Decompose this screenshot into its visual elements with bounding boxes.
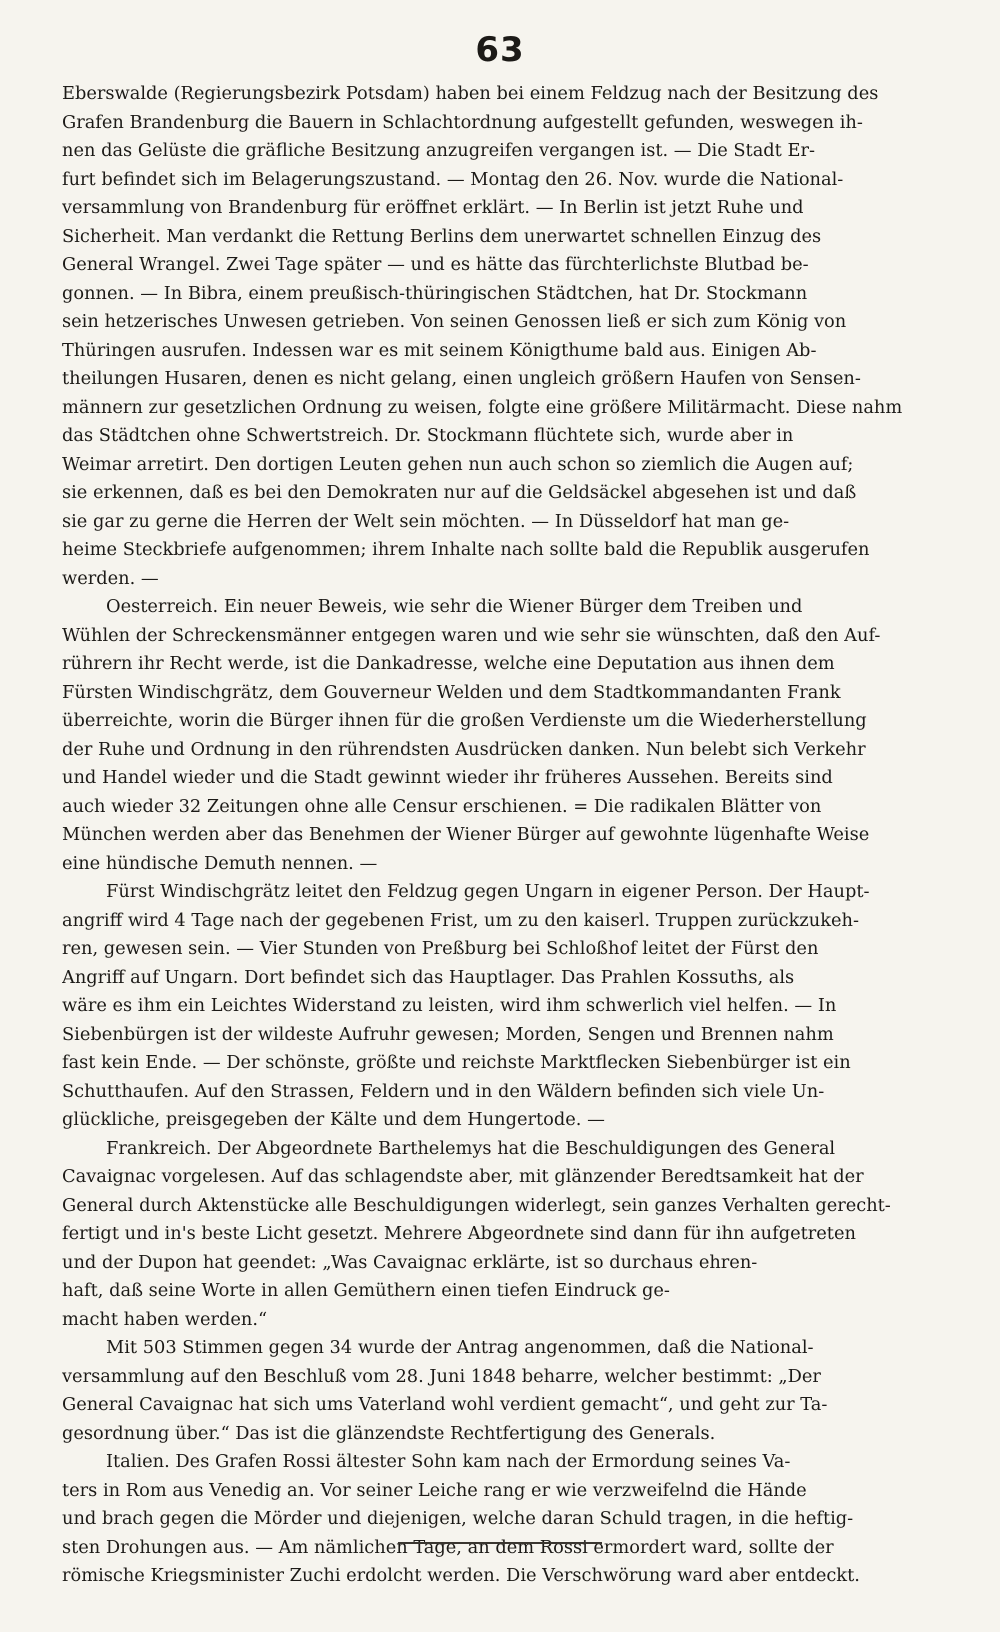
- closing-rule: [398, 1542, 602, 1544]
- text-line: auch wieder 32 Zeitungen ohne alle Censur erschienen. = Die radikalen Blätter von: [62, 795, 822, 817]
- text-line: Weimar arretirt. Den dortigen Leuten gehen nun auch schon so ziemlich die Augen auf;: [62, 453, 854, 475]
- text-line: fast kein Ende. — Der schönste, größte und reichste Marktflecken Siebenbürger ist ein: [62, 1052, 851, 1073]
- text-line: überreichte, worin die Bürger ihnen für die großen Verdienste um die Wiederherstellung: [62, 710, 867, 731]
- text-line: Thüringen ausrufen. Indessen war es mit seinem Königthume bald aus. Einigen Ab-: [62, 339, 817, 361]
- section-start-frankreich: Frankreich. Der Abgeordnete Barthelemys hat die Beschuldigungen des General: [106, 1137, 836, 1159]
- text-line: Siebenbürgen ist der wildeste Aufruhr gewesen; Morden, Sengen und Brennen nahm: [62, 1023, 834, 1045]
- paragraph-start: Mit 503 Stimmen gegen 34 wurde der Antrag angenommen, daß die National-: [106, 1337, 814, 1358]
- text-line: nen das Gelüste die gräfliche Besitzung anzugreifen vergangen ist. — Die Stadt Er-: [62, 140, 815, 161]
- text-line: und brach gegen die Mörder und diejenigen, welche daran Schuld tragen, in die heftig-: [62, 1508, 854, 1529]
- text-line: Cavaignac vorgelesen. Auf das schlagendste aber, mit glänzender Beredtsamkeit hat der: [62, 1166, 864, 1187]
- text-line: sein hetzerisches Unwesen getrieben. Von seinen Genossen ließ er sich zum König von: [62, 311, 847, 332]
- text-line: General Cavaignac hat sich ums Vaterland wohl verdient gemacht“, und geht zur Ta-: [62, 1394, 828, 1415]
- text-line: wäre es ihm ein Leichtes Widerstand zu leisten, wird ihm schwerlich viel helfen. — In: [62, 995, 837, 1016]
- text-line: sie gar zu gerne die Herren der Welt sein möchten. — In Düsseldorf hat man ge-: [62, 510, 790, 532]
- text-line: gonnen. — In Bibra, einem preußisch-thüringischen Städtchen, hat Dr. Stockmann: [62, 282, 808, 304]
- text-line: Angriff auf Ungarn. Dort befindet sich das Hauptlager. Das Prahlen Kossuths, als: [62, 966, 795, 988]
- article-text: [62, 80, 952, 1591]
- text-line: römische Kriegsminister Zuchi erdolcht werden. Die Verschwörung ward aber entdeckt.: [62, 1565, 860, 1586]
- text-line: München werden aber das Benehmen der Wiener Bürger auf gewohnte lügenhafte Weise: [62, 824, 870, 845]
- text-line: haft, daß seine Worte in allen Gemüthern einen tiefen Eindruck ge-: [62, 1280, 670, 1301]
- text-line: General Wrangel. Zwei Tage später — und es hätte das fürchterlichste Blutbad be-: [62, 254, 809, 275]
- text-line: Fürsten Windischgrätz, dem Gouverneur Welden und dem Stadtkommandanten Frank: [62, 681, 841, 703]
- text-line: und Handel wieder und die Stadt gewinnt wieder ihr früheres Aussehen. Bereits sind: [62, 767, 833, 788]
- text-line: angriff wird 4 Tage nach der gegebenen Frist, um zu den kaiserl. Truppen zurückzukeh-: [62, 909, 859, 931]
- text-line: Schutthaufen. Auf den Strassen, Feldern und in den Wäldern befinden sich viele Un-: [62, 1080, 825, 1102]
- text-line: theilungen Husaren, denen es nicht gelang, einen ungleich größern Haufen von Sensen-: [62, 368, 861, 389]
- text-line: Sicherheit. Man verdankt die Rettung Berlins dem unerwartet schnellen Einzug des: [62, 225, 822, 247]
- text-line: glückliche, preisgegeben der Kälte und dem Hungertode. —: [62, 1109, 605, 1130]
- text-line: ters in Rom aus Venedig an. Vor seiner Leiche rang er wie verzweifelnd die Hände: [62, 1479, 807, 1501]
- text-line: heime Steckbriefe aufgenommen; ihrem Inhalte nach sollte bald die Republik ausgerufen: [62, 539, 870, 560]
- text-line: eine hündische Demuth nennen. —: [62, 852, 378, 874]
- text-line: macht haben werden.“: [62, 1308, 268, 1330]
- section-start-italien: Italien. Des Grafen Rossi ältester Sohn kam nach der Ermordung seines Va-: [106, 1451, 791, 1472]
- text-line: sten Drohungen aus. — Am nämlichen Tage, an dem Rossi ermordert ward, sollte der: [62, 1536, 834, 1558]
- text-line: versammlung auf den Beschluß vom 28. Juni 1848 beharre, welcher bestimmt: „Der: [62, 1365, 821, 1387]
- paragraph-start: Fürst Windischgrätz leitet den Feldzug gegen Ungarn in eigener Person. Der Haupt-: [106, 881, 870, 902]
- text-line: gesordnung über.“ Das ist die glänzendste Rechtfertigung des Generals.: [62, 1422, 716, 1444]
- text-line: männern zur gesetzlichen Ordnung zu weisen, folgte eine größere Militärmacht. Diese nahm: [62, 396, 903, 418]
- text-line: ren, gewesen sein. — Vier Stunden von Preßburg bei Schloßhof leitet der Fürst den: [62, 938, 819, 959]
- text-line: und der Dupon hat geendet: „Was Cavaignac erklärte, ist so durchaus ehren-: [62, 1251, 758, 1273]
- page-number: 63: [475, 30, 525, 70]
- text-line: werden. —: [62, 567, 159, 589]
- text-line: Wühlen der Schreckensmänner entgegen waren und wie sehr sie wünschten, daß den Auf-: [62, 624, 881, 646]
- text-line: sie erkennen, daß es bei den Demokraten nur auf die Geldsäckel abgesehen ist und daß: [62, 482, 857, 503]
- section-start-oesterreich: Oesterreich. Ein neuer Beweis, wie sehr die Wiener Bürger dem Treiben und: [106, 596, 803, 617]
- text-line: der Ruhe und Ordnung in den rührendsten Ausdrücken danken. Nun belebt sich Verkehr: [62, 738, 866, 760]
- text-line: das Städtchen ohne Schwertstreich. Dr. Stockmann flüchtete sich, wurde aber in: [62, 425, 794, 446]
- text-line: General durch Aktenstücke alle Beschuldigungen widerlegt, sein ganzes Verhalten gerecht-: [62, 1194, 891, 1216]
- text-line: furt befindet sich im Belagerungszustand. — Montag den 26. Nov. wurde die National-: [62, 168, 844, 190]
- text-line: Eberswalde (Regierungsbezirk Potsdam) haben bei einem Feldzug nach der Besitzung des: [62, 83, 879, 104]
- text-line: versammlung von Brandenburg für eröffnet erklärt. — In Berlin ist jetzt Ruhe und: [62, 197, 804, 218]
- text-line: fertigt und in's beste Licht gesetzt. Mehrere Abgeordnete sind dann für ihn aufgetreten: [62, 1223, 856, 1244]
- text-line: Grafen Brandenburg die Bauern in Schlachtordnung aufgestellt gefunden, weswegen ih-: [62, 111, 863, 133]
- text-line: rührern ihr Recht werde, ist die Dankadresse, welche eine Deputation aus ihnen dem: [62, 653, 835, 674]
